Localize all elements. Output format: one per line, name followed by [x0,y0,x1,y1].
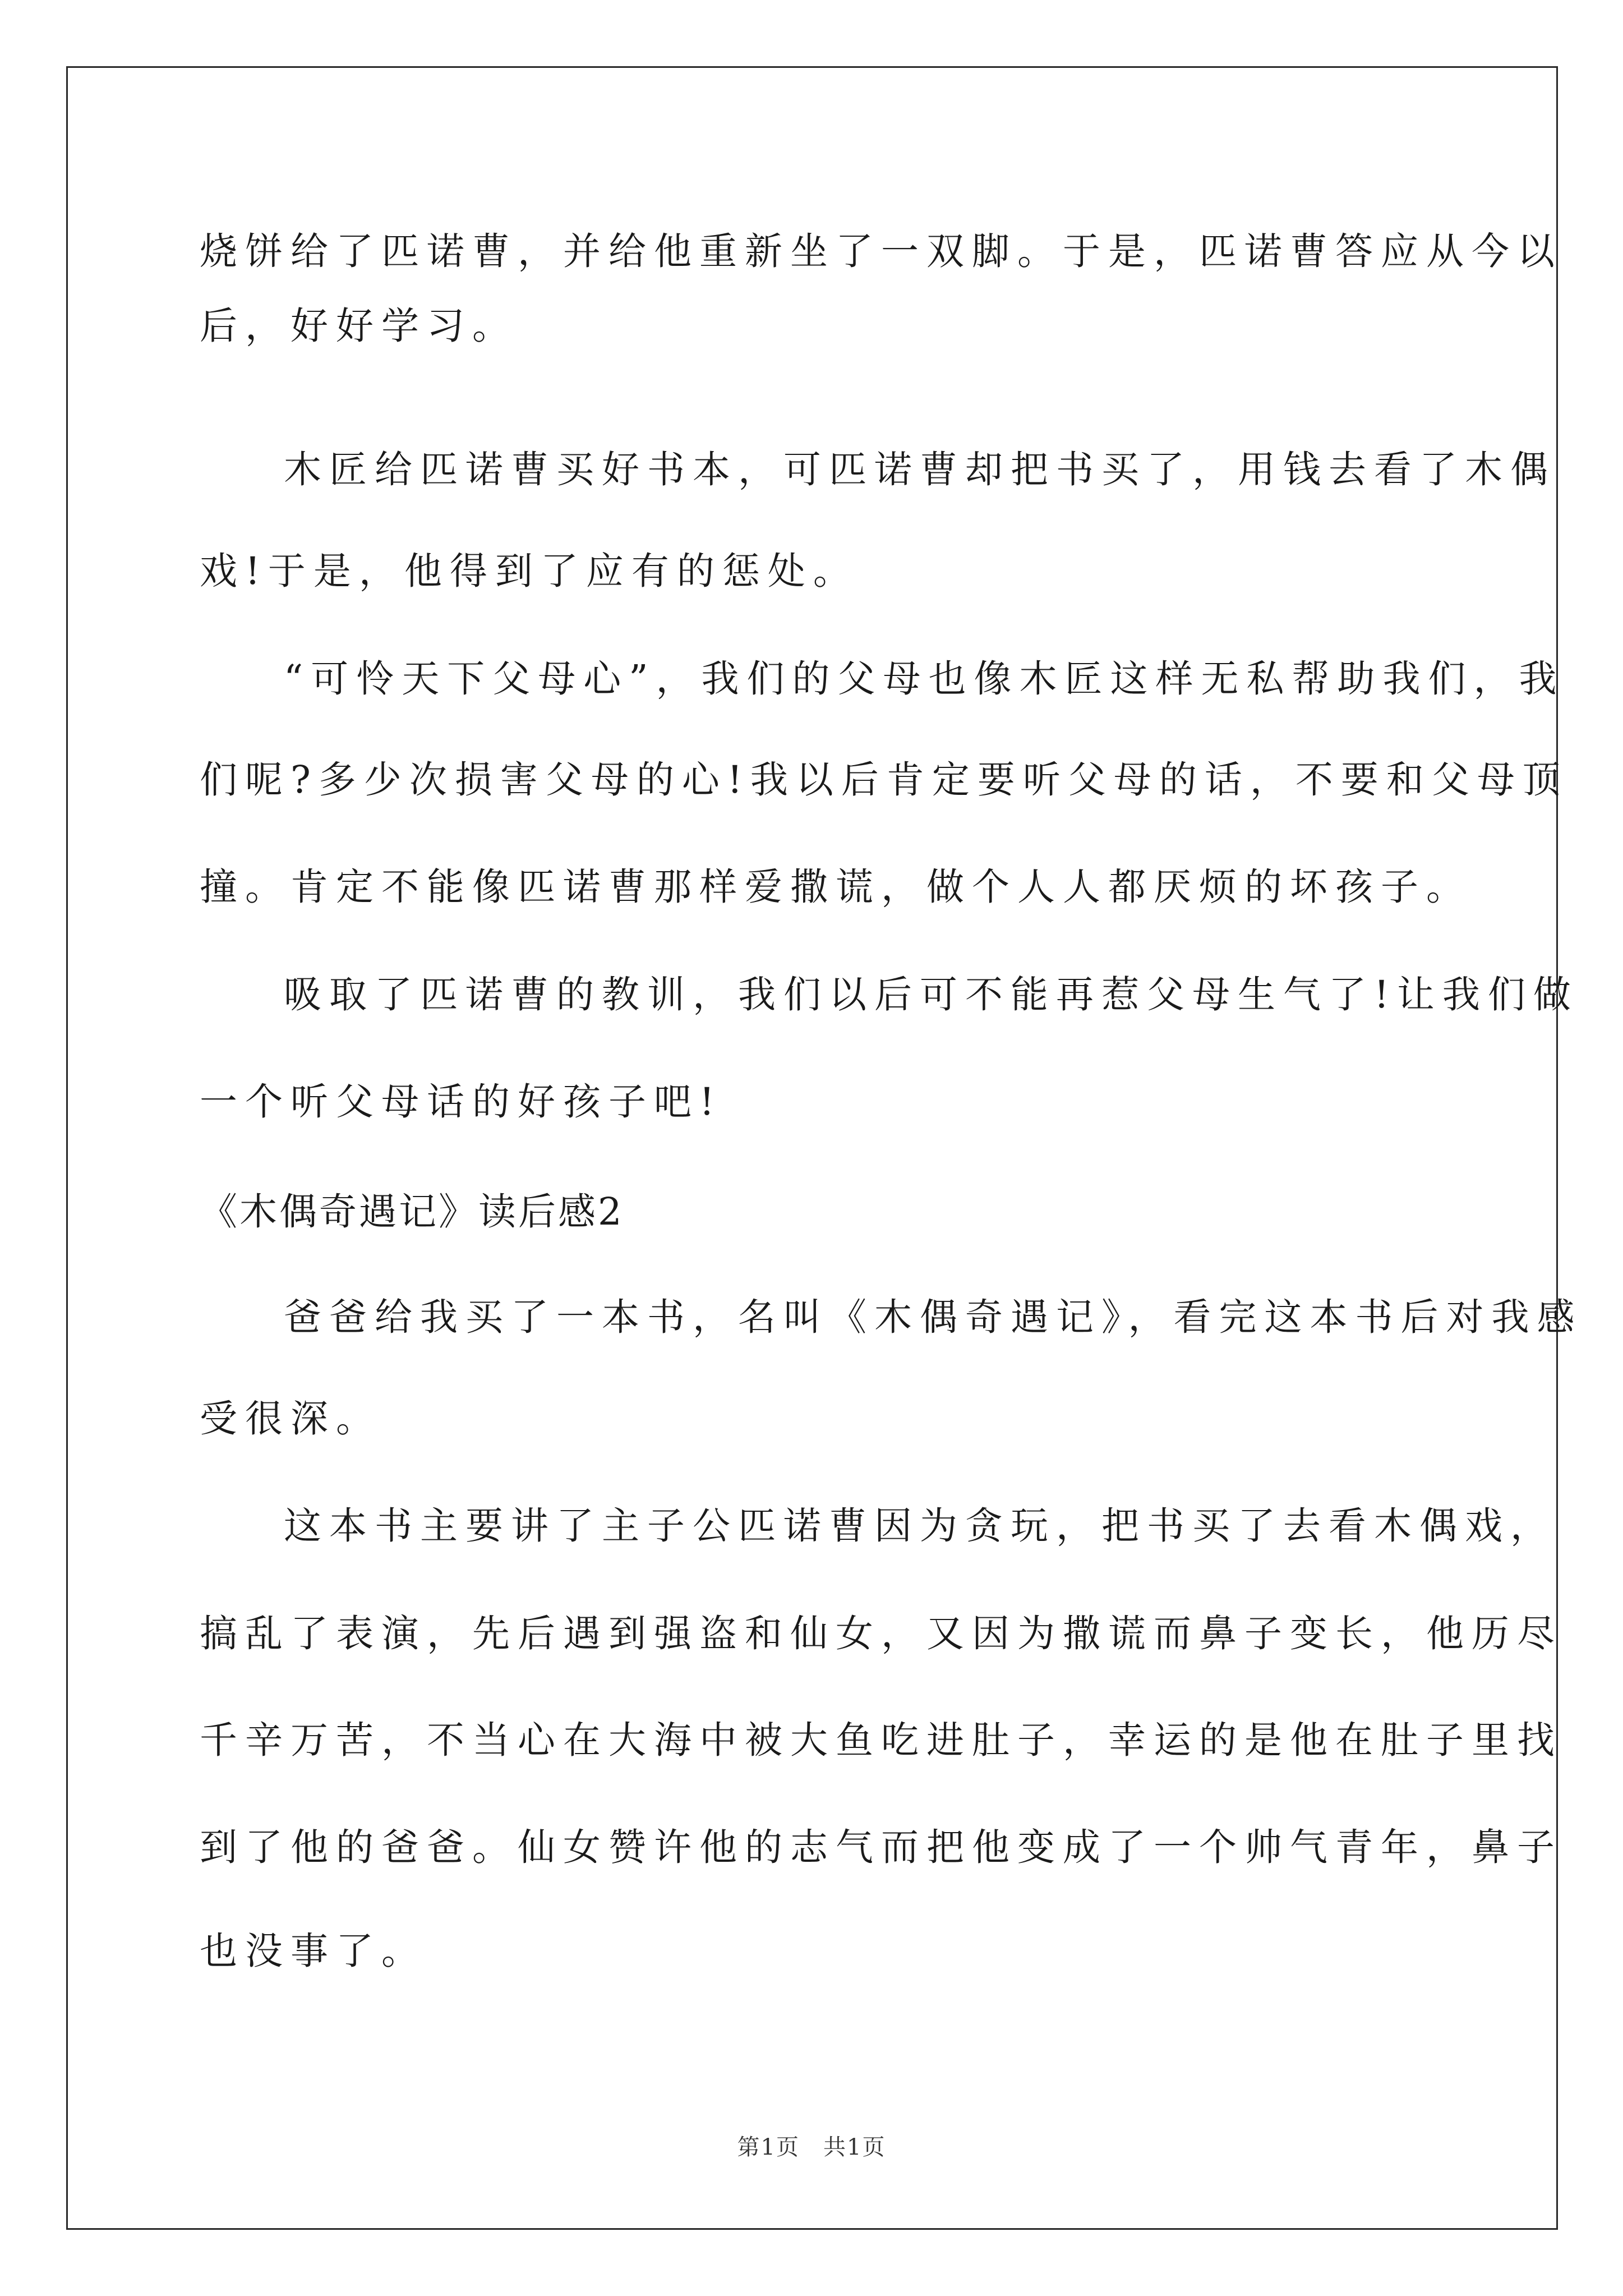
text-line: 们呢?多少次损害父母的心!我以后肯定要听父母的话，不要和父母顶 [200,758,1568,802]
text-line: 撞。肯定不能像匹诺曹那样爱撒谎，做个人人都厌烦的坏孩子。 [200,865,1472,909]
section-heading: 《木偶奇遇记》读后感2 [200,1190,624,1234]
text-line: 千辛万苦，不当心在大海中被大鱼吃进肚子，幸运的是他在肚子里找 [200,1718,1562,1762]
text-line: 戏!于是，他得到了应有的惩处。 [200,549,859,593]
text-line: 爸爸给我买了一本书，名叫《木偶奇遇记》，看完这本书后对我感 [284,1295,1583,1339]
page-frame [66,66,1558,2230]
text-line: 这本书主要讲了主子公匹诺曹因为贪玩，把书买了去看木偶戏， [284,1504,1556,1548]
text-line: 吸取了匹诺曹的教训，我们以后可不能再惹父母生气了!让我们做 [284,973,1579,1016]
text-line: 受很深。 [200,1397,381,1441]
text-line: 到了他的爸爸。仙女赞许他的志气而把他变成了一个帅气青年，鼻子 [200,1825,1562,1869]
text-line: 一个听父母话的好孩子吧! [200,1080,722,1124]
text-line: 也没事了。 [200,1929,427,1973]
text-line: 后，好好学习。 [200,304,518,348]
text-line: 烧饼给了匹诺曹，并给他重新坐了一双脚。于是，匹诺曹答应从今以 [200,229,1562,273]
page-footer: 第1页 共1页 [737,2134,886,2160]
text-line: 搞乱了表演，先后遇到强盗和仙女，又因为撒谎而鼻子变长，他历尽 [200,1612,1562,1655]
text-line: 木匠给匹诺曹买好书本，可匹诺曹却把书买了，用钱去看了木偶 [284,448,1556,491]
text-line: “可怜天下父母心”，我们的父母也像木匠这样无私帮助我们，我 [284,657,1565,701]
